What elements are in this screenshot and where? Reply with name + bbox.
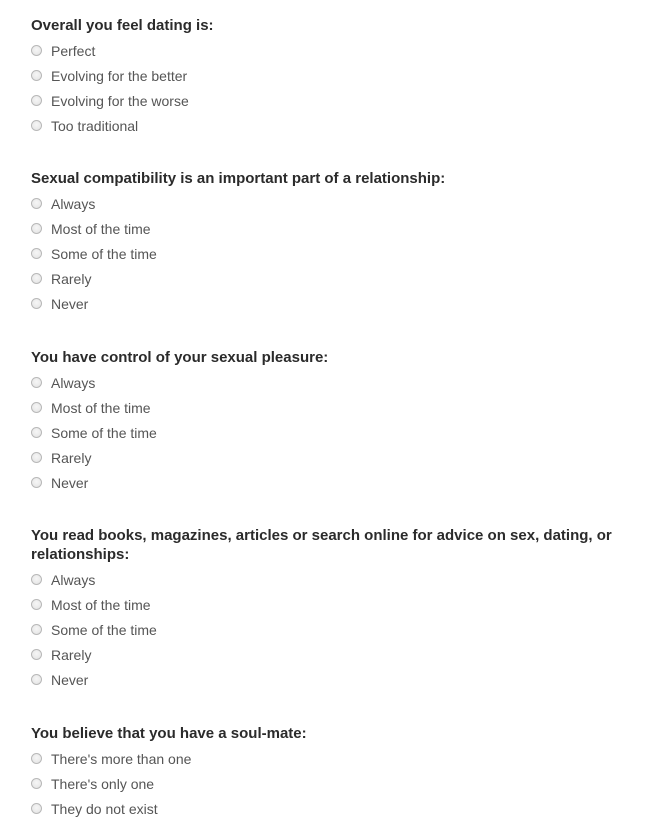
question-soul-mate xyxy=(31,722,641,832)
option-label: Evolving for the worse xyxy=(51,92,189,109)
question-sexual-compatibility xyxy=(31,167,641,346)
radio-button[interactable] xyxy=(31,120,42,131)
option-most-of-the-time[interactable] xyxy=(31,592,641,617)
radio-button[interactable] xyxy=(31,298,42,309)
option-label: Rarely xyxy=(51,449,92,466)
options-list xyxy=(31,567,641,692)
option-label: Some of the time xyxy=(51,621,157,638)
option-evolving-worse[interactable] xyxy=(31,88,641,113)
survey-form xyxy=(31,14,641,832)
question-title: You read books, magazines, articles or search online for advice on sex, dating, or relationships: xyxy=(31,527,612,563)
option-label: Most of the time xyxy=(51,596,151,613)
question-read-advice xyxy=(31,524,641,722)
option-label: Rarely xyxy=(51,646,92,663)
option-some-of-the-time[interactable] xyxy=(31,420,641,445)
option-rarely[interactable] xyxy=(31,445,641,470)
option-always[interactable] xyxy=(31,370,641,395)
option-more-than-one[interactable] xyxy=(31,746,641,771)
radio-button[interactable] xyxy=(31,477,42,488)
radio-button[interactable] xyxy=(31,753,42,764)
option-label: Rarely xyxy=(51,270,92,287)
option-only-one[interactable] xyxy=(31,771,641,796)
options-list xyxy=(31,370,641,495)
option-always[interactable] xyxy=(31,191,641,216)
option-label: Never xyxy=(51,295,89,312)
radio-button[interactable] xyxy=(31,452,42,463)
radio-button[interactable] xyxy=(31,223,42,234)
radio-button[interactable] xyxy=(31,273,42,284)
option-some-of-the-time[interactable] xyxy=(31,241,641,266)
radio-button[interactable] xyxy=(31,574,42,585)
radio-button[interactable] xyxy=(31,649,42,660)
option-perfect[interactable] xyxy=(31,38,641,63)
question-sexual-pleasure-control xyxy=(31,346,641,524)
option-never[interactable] xyxy=(31,667,641,692)
radio-button[interactable] xyxy=(31,599,42,610)
radio-button[interactable] xyxy=(31,803,42,814)
options-list xyxy=(31,746,641,821)
option-never[interactable] xyxy=(31,291,641,316)
radio-button[interactable] xyxy=(31,674,42,685)
radio-button[interactable] xyxy=(31,198,42,209)
radio-button[interactable] xyxy=(31,95,42,106)
radio-button[interactable] xyxy=(31,70,42,81)
radio-button[interactable] xyxy=(31,402,42,413)
option-label: Always xyxy=(51,195,96,212)
radio-button[interactable] xyxy=(31,45,42,56)
option-label: They do not exist xyxy=(51,800,158,817)
option-do-not-exist[interactable] xyxy=(31,796,641,821)
option-too-traditional[interactable] xyxy=(31,113,641,138)
question-title: Sexual compatibility is an important part of a relationship: xyxy=(31,170,446,187)
question-dating-feeling xyxy=(31,14,641,167)
radio-button[interactable] xyxy=(31,427,42,438)
options-list xyxy=(31,38,641,138)
option-label: Some of the time xyxy=(51,245,157,262)
question-title: You believe that you have a soul-mate: xyxy=(31,725,307,742)
option-always[interactable] xyxy=(31,567,641,592)
option-some-of-the-time[interactable] xyxy=(31,617,641,642)
option-label: Perfect xyxy=(51,42,96,59)
question-title: You have control of your sexual pleasure: xyxy=(31,349,329,366)
radio-button[interactable] xyxy=(31,778,42,789)
radio-button[interactable] xyxy=(31,377,42,388)
radio-button[interactable] xyxy=(31,248,42,259)
option-label: Never xyxy=(51,671,89,688)
option-rarely[interactable] xyxy=(31,266,641,291)
option-rarely[interactable] xyxy=(31,642,641,667)
options-list xyxy=(31,191,641,316)
option-label: Some of the time xyxy=(51,424,157,441)
radio-button[interactable] xyxy=(31,624,42,635)
option-label: Evolving for the better xyxy=(51,67,188,84)
option-label: Always xyxy=(51,374,96,391)
option-label: Most of the time xyxy=(51,220,151,237)
option-label: Most of the time xyxy=(51,399,151,416)
option-evolving-better[interactable] xyxy=(31,63,641,88)
option-never[interactable] xyxy=(31,470,641,495)
option-label: Always xyxy=(51,571,96,588)
option-most-of-the-time[interactable] xyxy=(31,216,641,241)
option-label: There's only one xyxy=(51,775,155,792)
option-most-of-the-time[interactable] xyxy=(31,395,641,420)
option-label: Too traditional xyxy=(51,117,139,134)
option-label: Never xyxy=(51,474,89,491)
option-label: There's more than one xyxy=(51,750,192,767)
question-title: Overall you feel dating is: xyxy=(31,17,214,34)
